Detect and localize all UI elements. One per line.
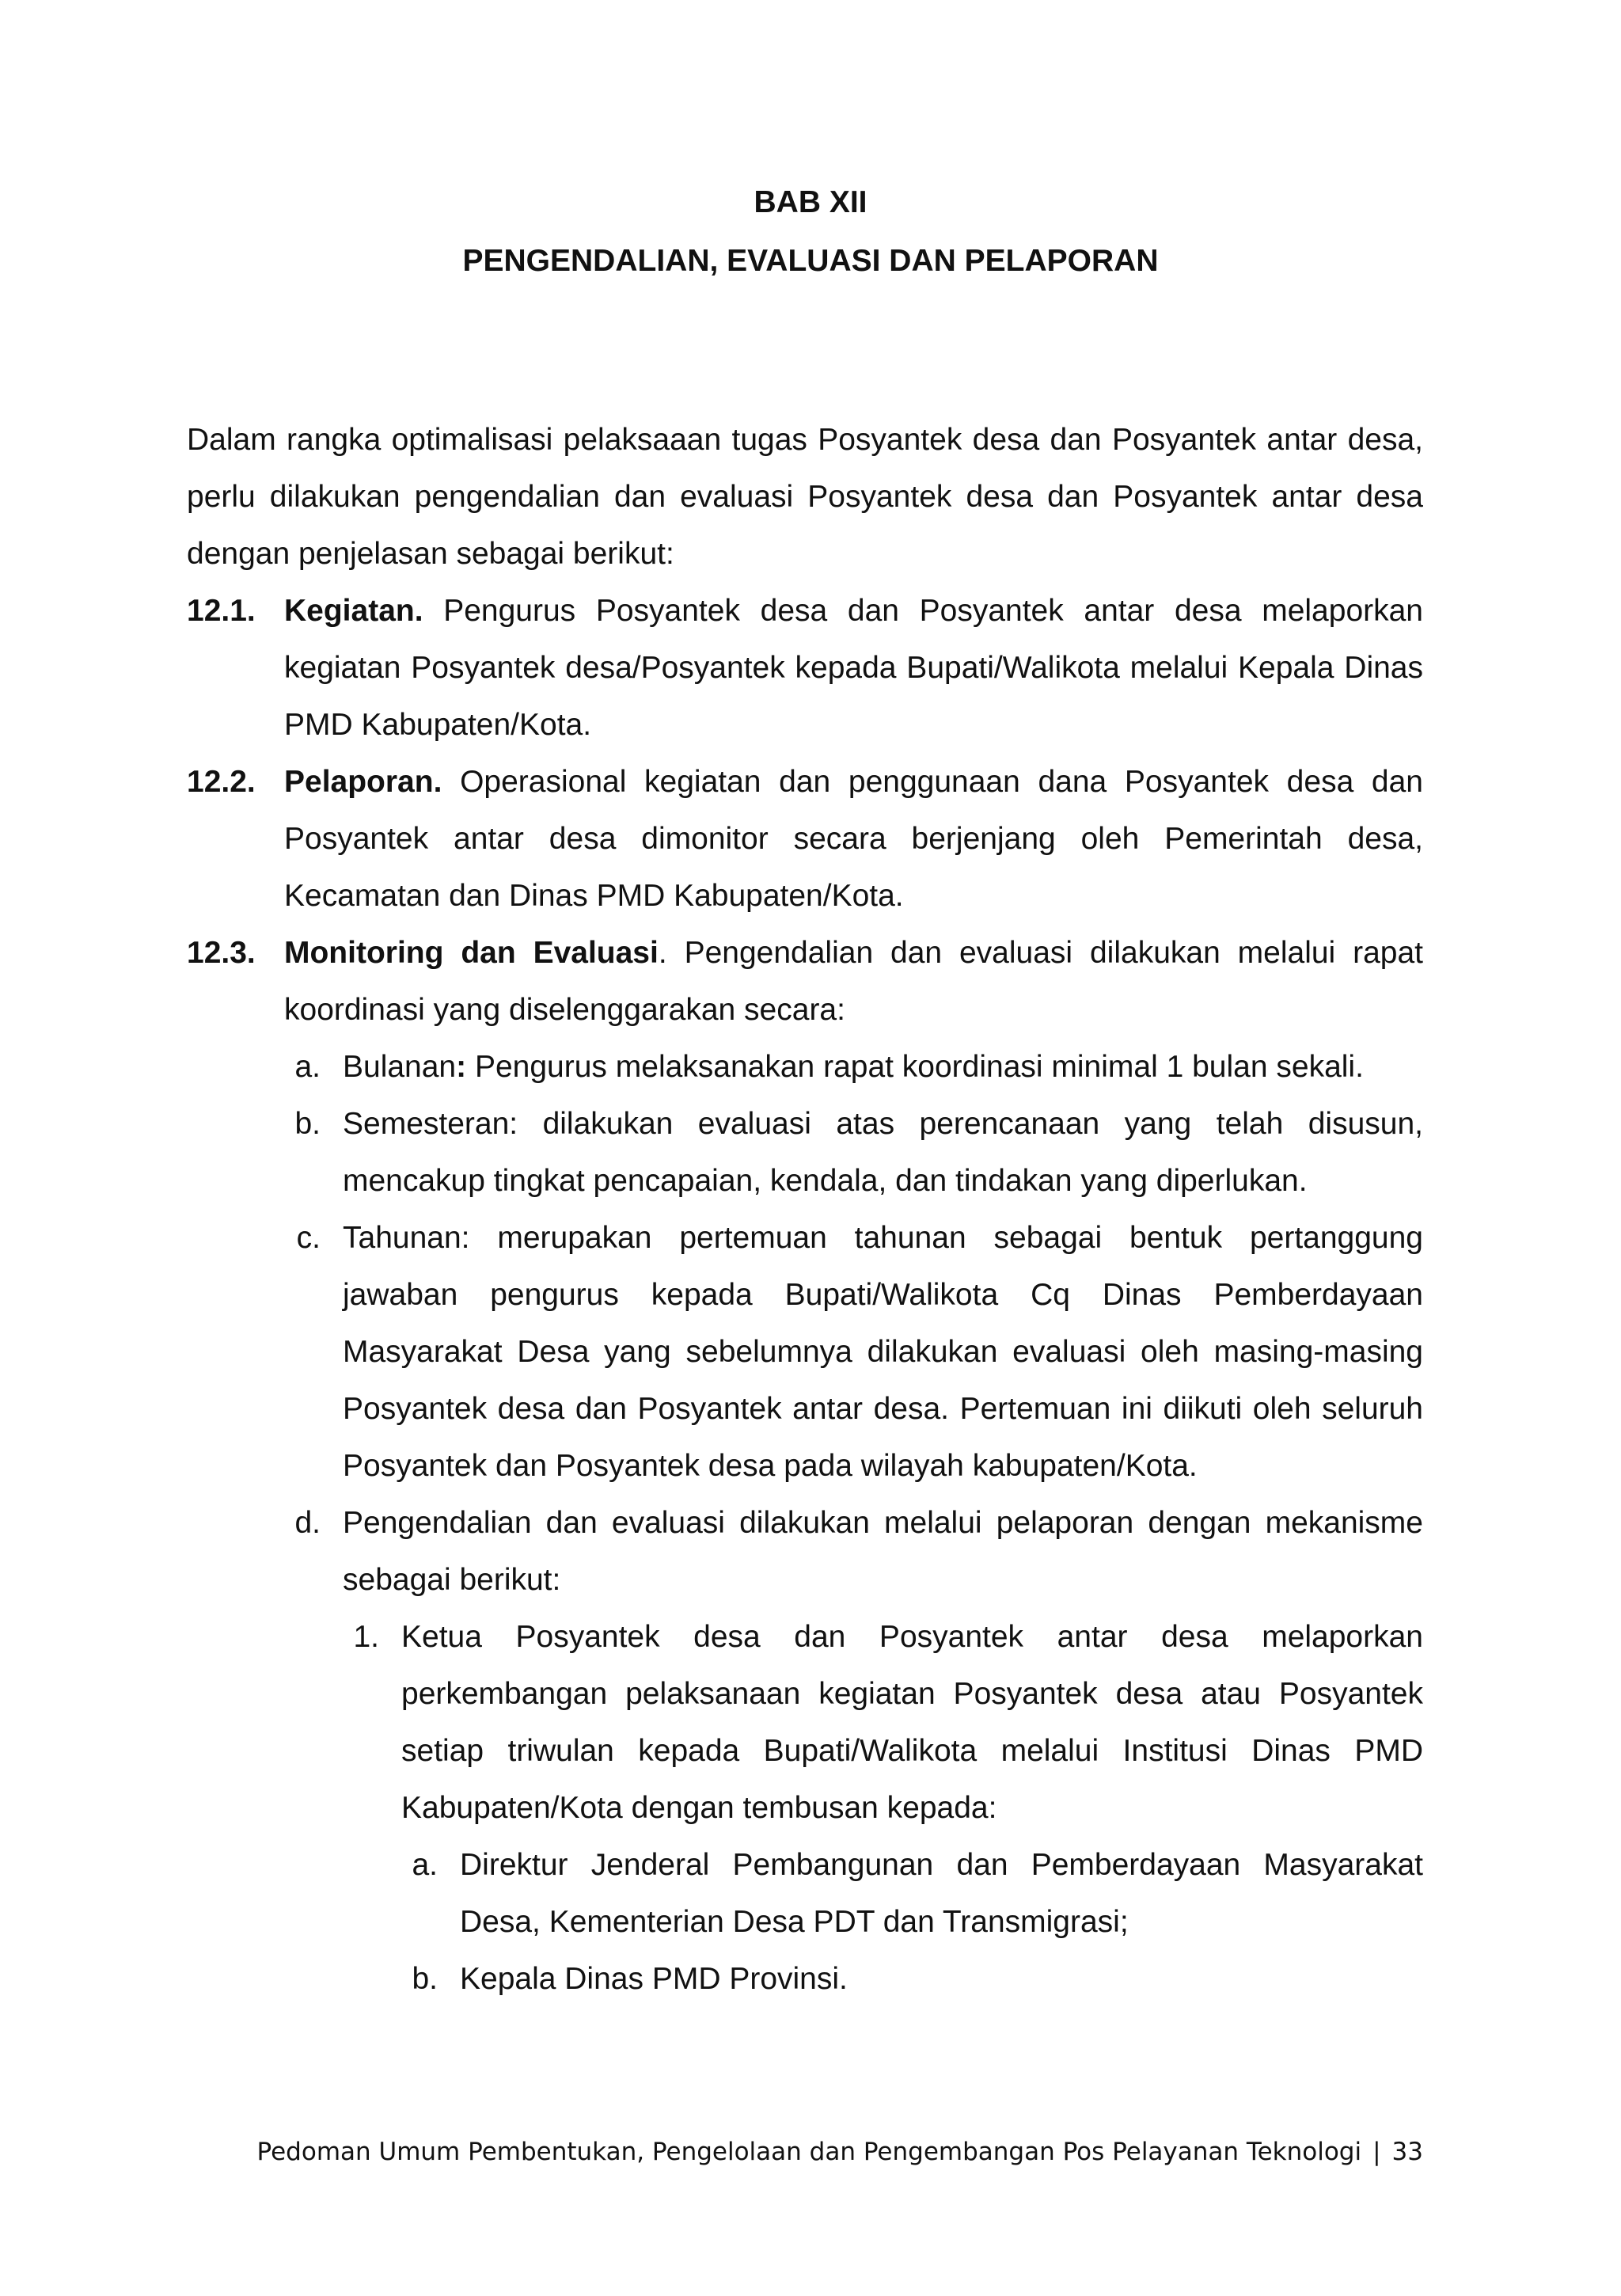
section-number: 12.2. [187,765,256,799]
list-marker: b. [294,1107,321,1141]
section-title: Pelaporan. [284,765,442,799]
section-number: 12.3. [187,936,256,970]
list-item-text: Semesteran: dilakukan evaluasi atas perencanaan yang telah disusun, mencakup tingkat pencapaian, kendala, dan tindakan yang diperlukan. [343,1107,1423,1198]
section-12-1 [187,583,1423,754]
footer-title: Pedoman Umum Pembentukan, Pengelolaan dan Pengembangan Pos Pelayanan Teknologi [256,2138,1362,2166]
section-12-2 [187,754,1423,925]
list-item-text: Pengurus melaksanakan rapat koordinasi minimal 1 bulan sekali. [466,1050,1364,1084]
list-item-text: Direktur Jenderal Pembangunan dan Pemberdayaan Masyarakat Desa, Kementerian Desa PDT dan Transmigrasi; [460,1848,1423,1939]
page-number: 33 [1391,2138,1423,2166]
list-item-semesteran [284,1096,1423,1210]
list-marker: a. [294,1050,321,1084]
list-item-tahunan [284,1210,1423,1495]
section-12-3 [187,925,1423,1039]
chapter-title: PENGENDALIAN, EVALUASI DAN PELAPORAN [462,244,1159,278]
list-item-bulanan [284,1039,1423,1096]
chapter-body [187,412,1423,2008]
page-footer [257,2136,1423,2168]
list-item-text: Ketua Posyantek desa dan Posyantek antar desa melaporkan perkembangan pelaksanaan kegiatan Posyantek desa atau Posyantek setiap triwulan kepada Bupati/Walikota melalui Institusi Dinas PMD Kabupaten/Kota dengan tembusan kepada: [401,1620,1423,1825]
list-item-pengendalian [284,1495,1423,1609]
chapter-number: BAB XII [754,185,867,219]
footer-separator: | [1372,2138,1381,2166]
section-title: Kegiatan. [284,594,423,628]
list-item-text: Pengendalian dan evaluasi dilakukan melalui pelaporan dengan mekanisme sebagai berikut: [343,1506,1423,1597]
list-item-colon: : [456,1050,467,1084]
numbered-item-1 [343,1609,1423,1837]
recipient-item-b [401,1951,1423,2008]
list-marker: d. [294,1506,321,1540]
recipient-item-a [401,1837,1423,1951]
list-item-title: Bulanan [343,1050,457,1084]
list-marker: c. [296,1221,321,1255]
section-text: Pengurus Posyantek desa dan Posyantek antar desa melaporkan kegiatan Posyantek desa/Posyantek kepada Bupati/Walikota melalui Kepala Dinas PMD Kabupaten/Kota. [284,594,1423,742]
intro-paragraph: Dalam rangka optimalisasi pelaksaaan tugas Posyantek desa dan Posyantek antar desa, perlu dilakukan pengendalian dan evaluasi Posyantek desa dan Posyantek antar desa dengan penjelasan sebagai berikut: [187,423,1423,571]
list-marker: a. [412,1848,438,1882]
list-item-text: Tahunan: merupakan pertemuan tahunan sebagai bentuk pertanggung jawaban pengurus kepada Bupati/Walikota Cq Dinas Pemberdayaan Masyarakat Desa yang sebelumnya dilakukan evaluasi oleh masing-masing Posyantek desa dan Posyantek antar desa. Pertemuan ini diikuti oleh seluruh Posyantek dan Posyantek desa pada wilayah kabupaten/Kota. [343,1221,1423,1483]
section-text: Operasional kegiatan dan penggunaan dana Posyantek desa dan Posyantek antar desa dimonitor secara berjenjang oleh Pemerintah desa, Kecamatan dan Dinas PMD Kabupaten/Kota. [284,765,1423,913]
section-title: Monitoring dan Evaluasi [284,936,659,970]
section-text: . Pengendalian dan evaluasi dilakukan melalui rapat koordinasi yang diselenggarakan secara: [284,936,1423,1027]
list-item-text: Kepala Dinas PMD Provinsi. [460,1962,848,1996]
list-marker: 1. [353,1620,379,1654]
list-marker: b. [412,1962,438,1996]
section-number: 12.1. [187,594,256,628]
